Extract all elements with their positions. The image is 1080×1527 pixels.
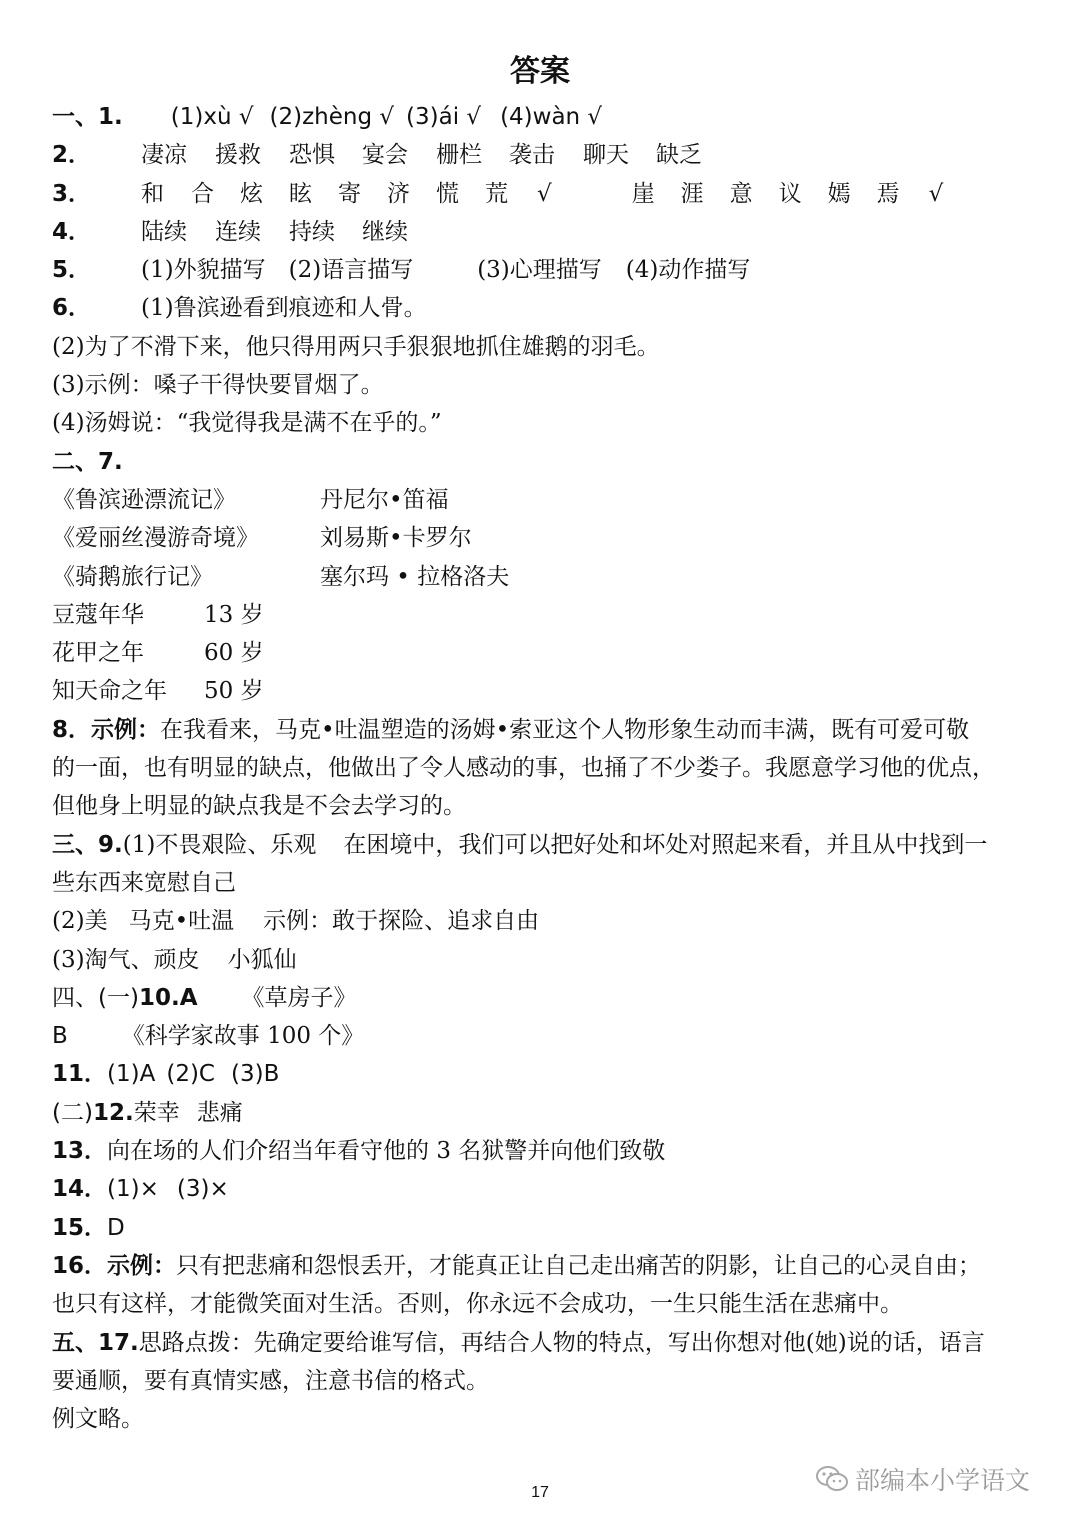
answer-text: 慌 (436, 180, 460, 207)
answer-text: 5． (52, 257, 92, 284)
answer-text: 合 (191, 180, 215, 207)
answer-text: 塞尔玛 • 拉格洛夫 (320, 563, 510, 590)
answer-text: 马克•吐温 (128, 908, 235, 935)
answer-text: 连续 (215, 218, 262, 245)
answer-text: 寄 (338, 180, 362, 207)
answer-text: 持续 (289, 218, 336, 245)
answer-text: 14． (52, 1176, 108, 1203)
answer-text: 在我看来，马克•吐温塑造的汤姆•索亚这个人物形象生动而丰满，既有可爱可敬 (160, 716, 970, 743)
answer-line (52, 1362, 1042, 1400)
answer-line (52, 826, 1042, 864)
answer-line (52, 941, 1042, 979)
answer-text: (二) (52, 1099, 93, 1126)
answer-text: 的一面，也有明显的缺点，他做出了令人感动的事，也捅了不少娄子。我愿意学习他的优点， (52, 755, 995, 782)
answer-text: (2)美 (52, 908, 108, 935)
answer-text: 《草房子》 (241, 984, 357, 1011)
answer-text: 豆蔻年华 (52, 601, 144, 628)
answer-text: 6． (52, 295, 92, 322)
answer-text: (3)心理描写 (477, 257, 602, 284)
answer-text: 2． (52, 142, 92, 169)
answer-text: B (52, 1023, 68, 1050)
answer-text: 知天命之年 (52, 678, 167, 705)
answer-text: 宴会 (362, 142, 409, 169)
answer-text: 陆续 (141, 218, 188, 245)
answer-text: 1. (98, 104, 123, 130)
answer-text: (4)wàn √ (500, 104, 603, 130)
answer-text: (1)× (107, 1176, 159, 1203)
answer-line (52, 1017, 1042, 1055)
answer-text: 11． (52, 1061, 108, 1088)
answer-text: 16．示例： (52, 1252, 177, 1279)
answer-line (52, 251, 1042, 289)
answer-text: 援救 (215, 142, 262, 169)
answer-line (52, 213, 1042, 251)
answer-line (52, 404, 1042, 442)
answer-text: 二、7. (52, 448, 123, 475)
answer-line (52, 519, 1042, 557)
answer-text: 刘易斯•卡罗尔 (320, 525, 472, 552)
answer-line (52, 98, 1042, 136)
answer-text: 8．示例： (52, 716, 161, 743)
answer-line (52, 1132, 1042, 1170)
answer-text: 荣幸 (133, 1099, 180, 1126)
answer-text: (3)ái √ (406, 104, 482, 130)
answer-line (52, 1247, 1042, 1285)
answer-line (52, 136, 1042, 174)
answer-text: 15． (52, 1214, 108, 1241)
wechat-icon (815, 1464, 849, 1494)
answer-line (52, 672, 1042, 710)
answer-line (52, 175, 1042, 213)
answer-text: 13． (52, 1138, 108, 1165)
answer-line (52, 289, 1042, 327)
answer-text: 五、17. (52, 1329, 139, 1356)
answer-text: (2)为了不滑下来，他只得用两只手狠狠地抓住雄鹅的羽毛。 (52, 333, 660, 360)
answer-text: 要通顺，要有真情实感，注意书信的格式。 (52, 1367, 489, 1394)
answer-text: 继续 (362, 218, 409, 245)
answer-line (52, 864, 1042, 902)
answer-line (52, 558, 1042, 596)
answer-text: 《骑鹅旅行记》 (52, 563, 213, 590)
answer-text: 炫 (240, 180, 264, 207)
answer-text: (1)A (107, 1061, 156, 1088)
answer-line (52, 1285, 1042, 1323)
watermark-text: 部编本小学语文 (855, 1466, 1031, 1495)
answer-text: √ (928, 180, 944, 207)
answer-text: 10.A (138, 984, 198, 1011)
answer-content (52, 98, 1042, 1438)
answer-line (52, 979, 1042, 1017)
answer-line (52, 634, 1042, 672)
answer-line (52, 443, 1042, 481)
watermark (815, 1456, 1030, 1502)
answer-line (52, 1324, 1042, 1362)
answer-text: √ (537, 180, 552, 207)
answer-text: (3)× (176, 1176, 229, 1203)
answer-line (52, 1055, 1042, 1093)
answer-text: 意 (729, 180, 753, 207)
answer-text: 眩 (289, 180, 313, 207)
answer-text: (2)zhèng √ (269, 104, 395, 130)
answer-line (52, 1209, 1042, 1247)
answer-text: D (107, 1214, 125, 1241)
answer-text: 嫣 (827, 180, 851, 207)
answer-text: 花甲之年 (52, 640, 144, 667)
answer-line (52, 1094, 1042, 1132)
answer-line (52, 787, 1042, 825)
answer-text: 三、9. (52, 831, 123, 858)
answer-line (52, 328, 1042, 366)
answer-text: 也只有这样，才能微笑面对生活。否则，你永远不会成功，一生只能生活在悲痛中。 (52, 1291, 903, 1318)
answer-text: 思路点拨：先确定要给谁写信，再结合人物的特点，写出你想对他(她)说的话，语言 (138, 1329, 985, 1356)
answer-text: 荒 (485, 180, 509, 207)
answer-text: 一、 (52, 104, 98, 130)
answer-line (52, 902, 1042, 940)
answer-text: 例文略。 (52, 1406, 144, 1433)
answer-text: 12. (92, 1099, 134, 1126)
answer-text: (3)淘气、顽皮 (52, 946, 200, 973)
answer-line (52, 749, 1042, 787)
answer-text: (1)外貌描写 (141, 257, 266, 284)
answer-line (52, 481, 1042, 519)
answer-text: 济 (387, 180, 411, 207)
answer-text: 在困境中，我们可以把好处和坏处对照起来看，并且从中找到一 (343, 831, 988, 858)
answer-text: 焉 (876, 180, 900, 207)
answer-text: 但他身上明显的缺点我是不会去学习的。 (52, 793, 466, 820)
answer-text: 些东西来宽慰自己 (52, 869, 236, 896)
answer-text: (1)不畏艰险、乐观 (122, 831, 317, 858)
page-title: 答案 (510, 54, 570, 89)
answer-text: 栅栏 (436, 142, 483, 169)
answer-text: 向在场的人们介绍当年看守他的 3 名狱警并向他们致敬 (107, 1138, 666, 1165)
answer-text: 涯 (680, 180, 704, 207)
answer-text: (3)示例：嗓子干得快要冒烟了。 (52, 372, 384, 399)
answer-text: 50 岁 (204, 678, 264, 705)
answer-line (52, 711, 1042, 749)
answer-text: 丹尼尔•笛福 (320, 486, 449, 513)
answer-text: 示例：敢于探险、追求自由 (263, 908, 540, 935)
answer-text: (3)B (230, 1061, 280, 1088)
answer-text: 崖 (631, 180, 655, 207)
answer-text: (4)动作描写 (625, 257, 751, 284)
answer-text: 《科学家故事 100 个》 (121, 1023, 365, 1050)
answer-text: 四、(一) (52, 984, 139, 1011)
answer-text: 《鲁滨逊漂流记》 (52, 486, 236, 513)
answer-text: 恐惧 (289, 142, 336, 169)
answer-line (52, 366, 1042, 404)
answer-text: 缺乏 (656, 142, 703, 169)
answer-text: (2)C (166, 1061, 215, 1088)
answer-text: 聊天 (583, 142, 630, 169)
answer-text: 13 岁 (204, 601, 264, 628)
answer-text: 只有把悲痛和怨恨丢开，才能真正让自己走出痛苦的阴影，让自己的心灵自由； (176, 1252, 982, 1279)
answer-text: 3． (52, 180, 92, 207)
answer-text: 悲痛 (196, 1099, 243, 1126)
answer-line (52, 1400, 1042, 1438)
answer-text: 和 (141, 180, 165, 207)
answer-text: (1)鲁滨逊看到痕迹和人骨。 (141, 295, 427, 322)
answer-text: (1)xù √ (170, 104, 254, 130)
page-number: 17 (531, 1484, 549, 1501)
answer-text: 议 (778, 180, 802, 207)
answer-text: 袭击 (509, 142, 556, 169)
answer-text: 凄凉 (141, 142, 188, 169)
answer-line (52, 596, 1042, 634)
answer-text: 4． (52, 218, 92, 245)
answer-text: 《爱丽丝漫游奇境》 (52, 525, 259, 552)
answer-text: (2)语言描写 (288, 257, 414, 284)
answer-text: 小狐仙 (227, 946, 297, 973)
answer-text: (4)汤姆说：“我觉得我是满不在乎的。” (52, 410, 442, 437)
answer-text: 60 岁 (204, 640, 264, 667)
answer-line (52, 1170, 1042, 1208)
